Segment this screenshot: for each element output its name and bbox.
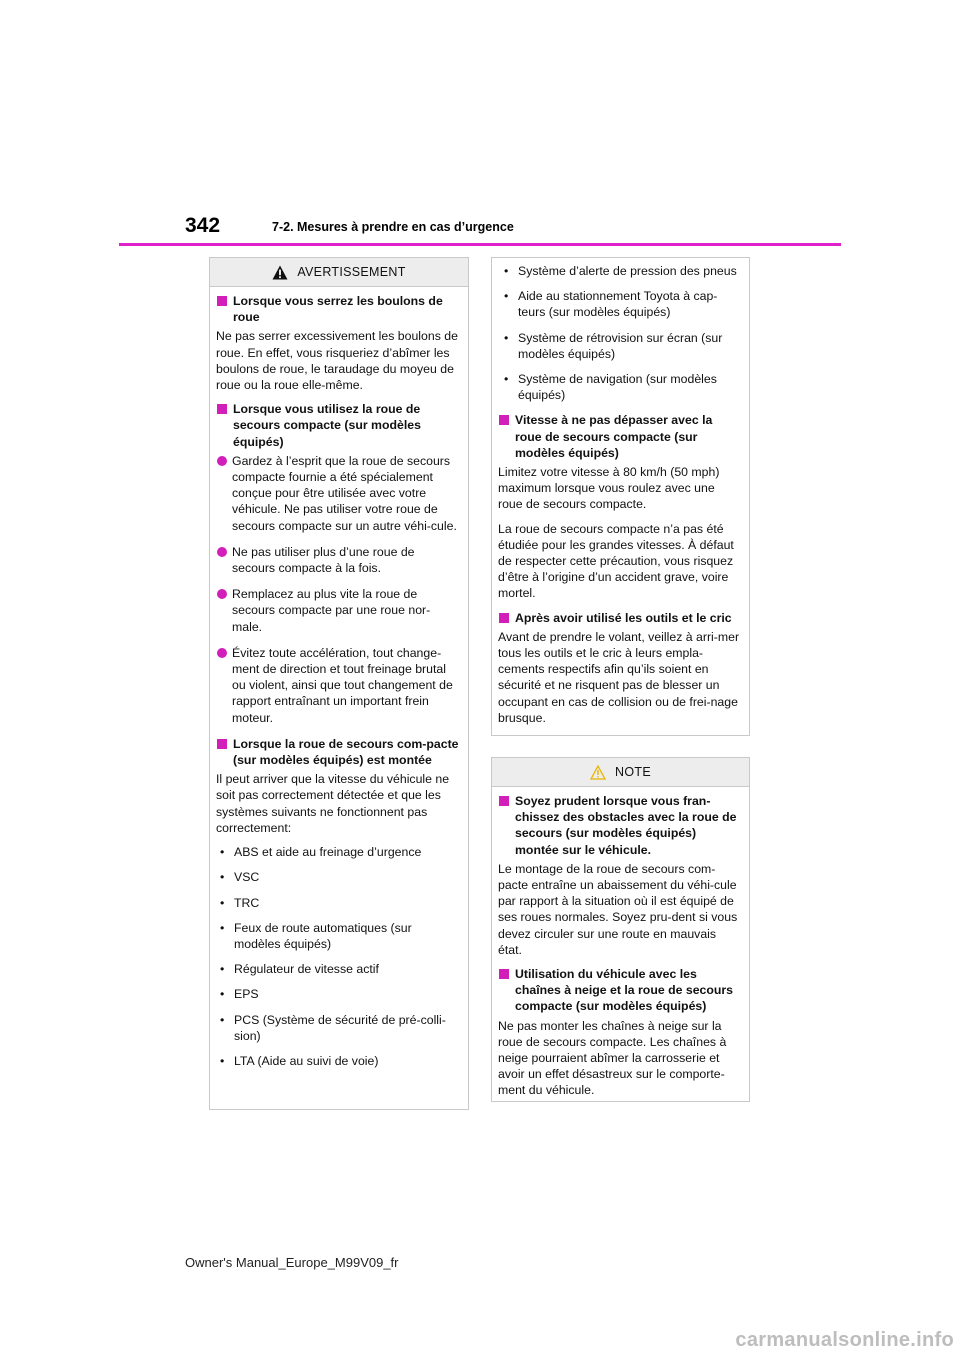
warning-paragraph: La roue de secours compacte n’a pas été étudiée pour les grandes vitesses. À défaut de respecter cette précaution, vous risquez d’être à l’origine d’un accident grave, voire mortel. (498, 521, 734, 601)
warning-subheading: Après avoir utilisé les outils et le cric (498, 610, 741, 626)
list-item: Gardez à l’esprit que la roue de secours compacte fournie a été spécialement conçue pour être utilisée avec votre véhicule. Ne pas utiliser votre roue de secours compacte sur un autre véhi-cule. (216, 453, 460, 534)
square-bullet-icon (217, 296, 227, 306)
section-title: 7-2. Mesures à prendre en cas d’urgence (272, 220, 514, 234)
list-item: • LTA (Aide au suivi de voie) (220, 1053, 379, 1068)
note-title: NOTE (615, 764, 651, 779)
note-paragraph: Ne pas monter les chaînes à neige sur la roue de secours compacte. Les chaînes à neige pourraient abîmer la carrosserie et avoir un effet désastreux sur le comporte-ment du véhicule. (498, 1018, 727, 1098)
page-number: 342 (185, 214, 221, 237)
warning-paragraph: Il peut arriver que la vitesse du véhicule ne soit pas correctement détectée et que les systèmes suivants ne fonctionnent pas correctement: (216, 772, 450, 835)
list-item: • Système de navigation (sur modèles équipés) (504, 372, 717, 403)
note-box (491, 757, 750, 1102)
circle-bullet-icon (217, 456, 227, 466)
list-item: • ABS et aide au freinage d’urgence (220, 845, 422, 860)
square-bullet-icon (499, 415, 509, 425)
caution-outline-triangle-icon (590, 765, 606, 780)
square-bullet-icon (217, 739, 227, 749)
warning-paragraph: Limitez votre vitesse à 80 km/h (50 mph) maximum lorsque vous roulez avec une roue de secours compacte. (498, 465, 720, 512)
note-subheading: Soyez prudent lorsque vous fran-chissez des obstacles avec la roue de secours (sur modèles équipés) montée sur le véhicule. (498, 793, 741, 858)
list-item: Évitez toute accélération, tout change-ment de direction et tout freinage brutal ou violent, ainsi que tout changement de rapport entraînant un important frein moteur. (216, 645, 460, 726)
warning-title: AVERTISSEMENT (297, 264, 406, 279)
warning-subheading: Lorsque vous utilisez la roue de secours compacte (sur modèles équipés) (216, 401, 460, 450)
list-item: Remplacez au plus vite la roue de secours compacte par une roue nor-male. (216, 586, 460, 635)
footer-manual-name: Owner's Manual_Europe_M99V09_fr (185, 1255, 399, 1270)
list-item: • PCS (Système de sécurité de pré-colli-sion) (220, 1012, 446, 1043)
warning-subheading: Vitesse à ne pas dépasser avec la roue de secours compacte (sur modèles équipés) (498, 412, 741, 461)
circle-bullet-icon (217, 547, 227, 557)
list-item: • Régulateur de vitesse actif (220, 962, 379, 977)
square-bullet-icon (499, 613, 509, 623)
warning-subheading: Lorsque vous serrez les boulons de roue (216, 293, 460, 325)
list-item: • Système d’alerte de pression des pneus (504, 264, 737, 278)
warning-paragraph: Ne pas serrer excessivement les boulons de roue. En effet, vous risqueriez d’abîmer les boulons de roue, le taraudage du moyeu de roue ou la roue elle-même. (216, 329, 458, 393)
header-rule (119, 243, 841, 246)
warning-paragraph: Avant de prendre le volant, veillez à arri-mer tous les outils et le cric à leurs empla-cements respectifs afin qu’ils soient en sécurité et ne risquent pas de blesser un occupant en cas de collision ou de frei-nage brusque. (498, 629, 740, 725)
page-header (0, 0, 960, 250)
list-item: • VSC (220, 870, 260, 885)
note-header (492, 758, 749, 787)
warning-subheading: Lorsque la roue de secours com-pacte (sur modèles équipés) est montée (216, 736, 460, 768)
square-bullet-icon (499, 969, 509, 979)
circle-bullet-icon (217, 648, 227, 658)
warning-box (209, 257, 469, 1110)
warning-header (210, 258, 468, 287)
list-item: • Aide au stationnement Toyota à cap-teurs (sur modèles équipés) (504, 289, 718, 320)
warning-triangle-icon (272, 265, 288, 280)
warning-continued-box (491, 257, 750, 736)
list-item: • EPS (220, 987, 259, 1002)
list-item: Ne pas utiliser plus d’une roue de secours compacte à la fois. (216, 544, 460, 576)
square-bullet-icon (499, 796, 509, 806)
watermark: carmanualsonline.info (735, 1329, 954, 1351)
list-item: • Système de rétrovision sur écran (sur modèles équipés) (504, 330, 723, 361)
list-item: • TRC (220, 895, 260, 910)
note-paragraph: Le montage de la roue de secours com-pacte entraîne un abaissement du véhi-cule par rapport à la situation où il est équipé de ses roues normales. Soyez pru-dent si vous devez circuler sur une route en mauvais état. (498, 861, 738, 957)
square-bullet-icon (217, 404, 227, 414)
list-item: • Feux de route automatiques (sur modèles équipés) (220, 920, 412, 951)
note-subheading: Utilisation du véhicule avec les chaînes à neige et la roue de secours compacte (sur modèles équipés) (498, 966, 741, 1015)
circle-bullet-icon (217, 589, 227, 599)
